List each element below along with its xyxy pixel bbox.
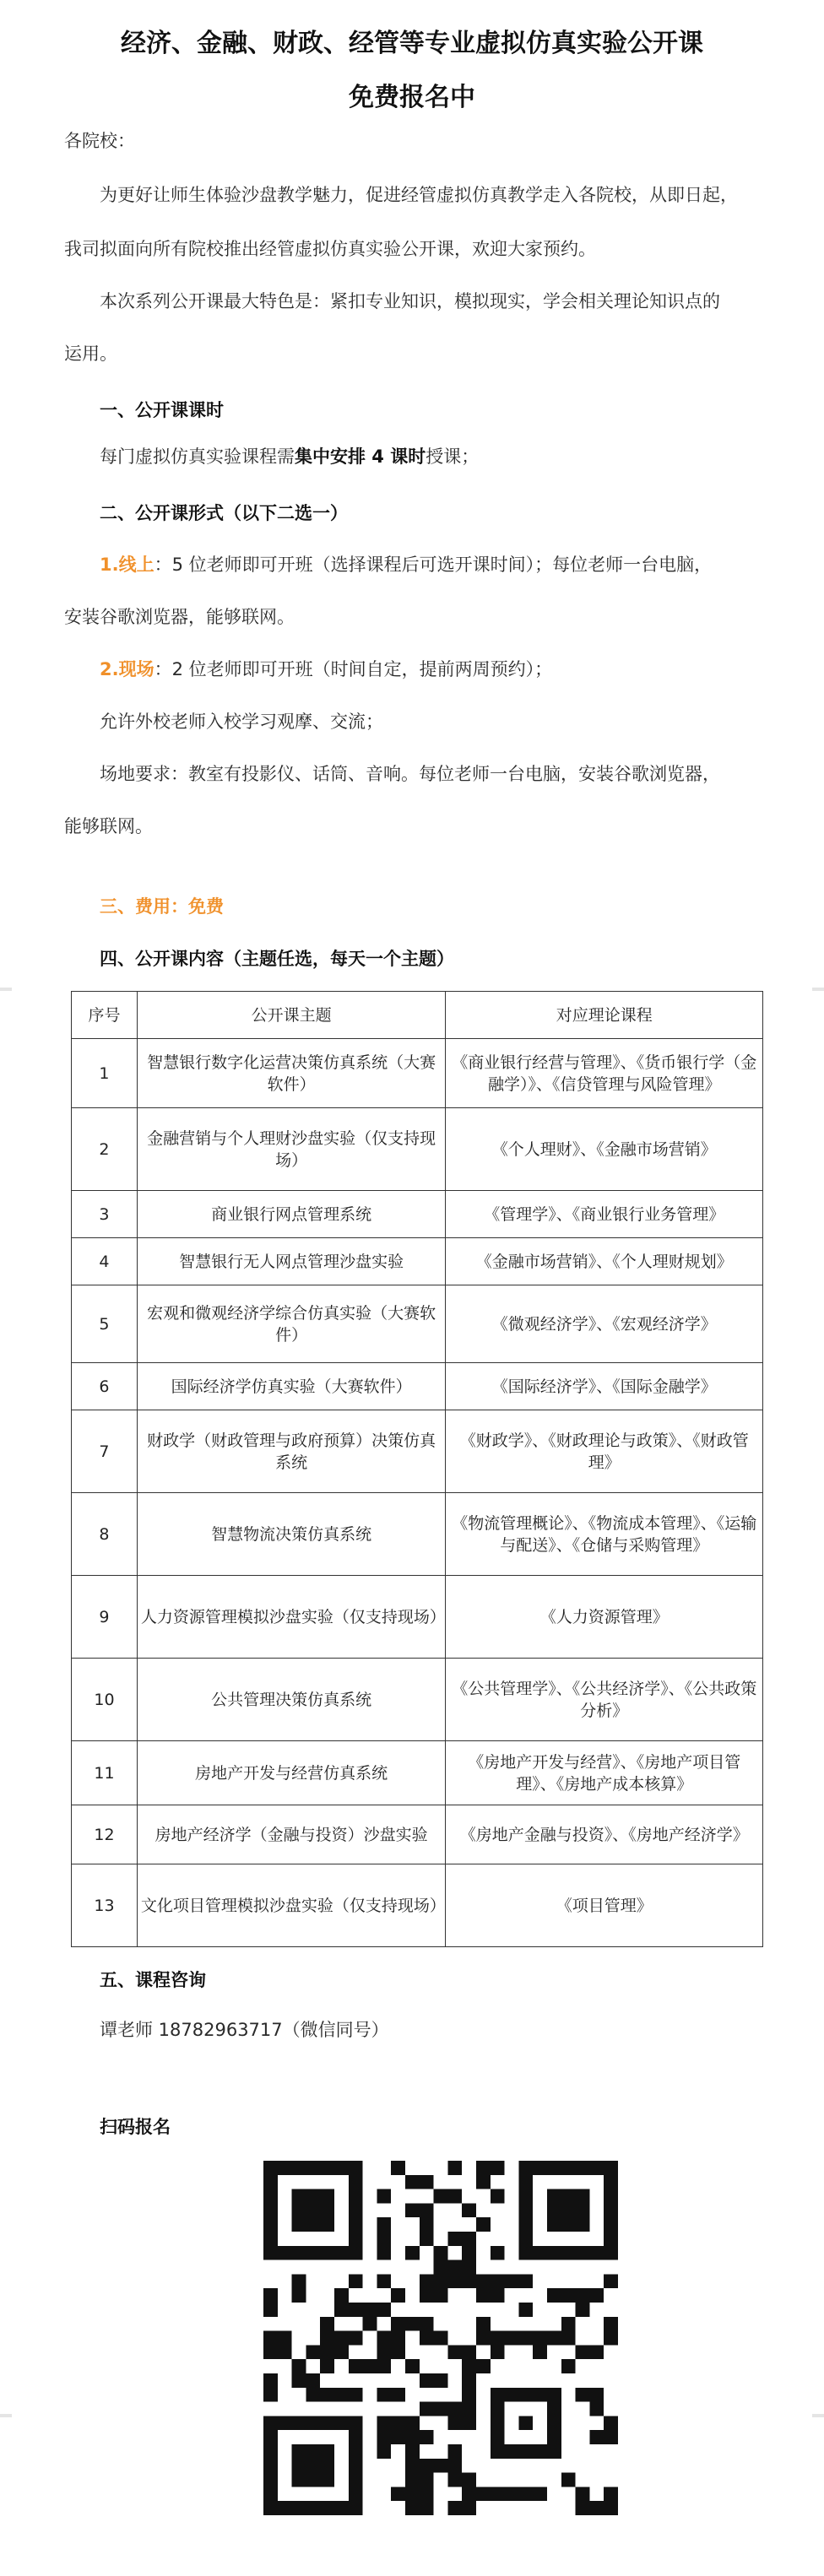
qr-module: [377, 2388, 391, 2402]
qr-module: [462, 2501, 476, 2515]
qr-module: [349, 2331, 363, 2346]
table-cell-course: 《微观经济学》、《宏观经济学》: [446, 1285, 763, 1363]
table-cell-course: 《管理学》、《商业银行业务管理》: [446, 1191, 763, 1238]
qr-module: [349, 2161, 363, 2260]
qr-module: [533, 2331, 547, 2346]
table-cell-topic: 智慧物流决策仿真系统: [137, 1493, 446, 1576]
qr-module: [420, 2501, 434, 2515]
qr-module: [420, 2274, 434, 2288]
qr-module: [491, 2288, 505, 2303]
qr-module: [349, 2303, 363, 2317]
online-text: ：5 位老师即可开班（选择课程后可选开课时间）；每位老师一台电脑，: [154, 555, 713, 575]
qr-module: [349, 2416, 363, 2515]
qr-module: [405, 2203, 420, 2217]
qr-module: [377, 2345, 391, 2359]
qr-module: [420, 2487, 434, 2501]
table-cell-course: 《金融市场营销》、《个人理财规划》: [446, 1238, 763, 1285]
qr-module: [377, 2331, 391, 2346]
intro-para2-line1: 本次系列公开课最大特色是：紧扣专业知识，模拟现实，学会相关理论知识点的: [100, 291, 720, 311]
qr-module: [518, 2274, 533, 2288]
qr-module: [334, 2345, 349, 2359]
qr-module: [377, 2303, 391, 2317]
qr-module: [604, 2501, 618, 2515]
table-cell-index: 7: [72, 1410, 138, 1493]
qr-module: [576, 2345, 590, 2359]
qr-module: [405, 2175, 420, 2189]
qr-module: [377, 2246, 391, 2260]
qr-module: [434, 2402, 448, 2416]
qr-module: [604, 2331, 618, 2346]
qr-module: [263, 2161, 363, 2175]
table-row: [72, 1659, 763, 1741]
qr-module: [391, 2416, 405, 2430]
qr-module: [434, 2260, 448, 2275]
qr-module: [434, 2288, 448, 2303]
qr-module: [447, 2345, 462, 2359]
table-cell-index: 9: [72, 1576, 138, 1659]
table-cell-index: 13: [72, 1864, 138, 1947]
qr-module: [604, 2274, 618, 2288]
qr-module: [292, 2373, 306, 2388]
table-cell-index: 5: [72, 1285, 138, 1363]
qr-module: [263, 2416, 363, 2430]
online-line2: 安装谷歌浏览器，能够联网。: [64, 607, 295, 627]
qr-module: [278, 2345, 292, 2359]
table-row: [72, 1191, 763, 1238]
qr-module: [604, 2416, 618, 2430]
course-table: [71, 991, 763, 1947]
qr-module: [349, 2388, 363, 2402]
qr-module: [377, 2416, 391, 2430]
qr-module: [292, 2189, 334, 2232]
qr-module: [391, 2161, 405, 2175]
qr-module: [491, 2274, 505, 2288]
table-cell-course: 《房地产开发与经营》、《房地产项目管理》、《房地产成本核算》: [446, 1741, 763, 1805]
qr-module: [476, 2288, 491, 2303]
qr-module: [447, 2274, 462, 2288]
table-header-row: [72, 992, 763, 1039]
observe-line: 允许外校老师入校学习观摩、交流；: [100, 712, 383, 732]
table-cell-topic: 宏观和微观经济学综合仿真实验（大赛软件）: [137, 1285, 446, 1363]
qr-module: [604, 2430, 618, 2444]
table-row: [72, 1493, 763, 1576]
qr-module: [576, 2388, 590, 2402]
qr-module: [405, 2473, 420, 2487]
page-subtitle: 免费报名中: [349, 83, 475, 112]
qr-module: [561, 2359, 576, 2373]
table-header-course: 对应理论课程: [446, 992, 763, 1039]
qr-module: [561, 2473, 576, 2487]
qr-module: [263, 2345, 278, 2359]
table-cell-index: 2: [72, 1108, 138, 1191]
qr-module: [434, 2459, 448, 2473]
qr-module: [349, 2274, 363, 2288]
page-title: 经济、金融、财政、经管等专业虚拟仿真实验公开课: [121, 29, 703, 58]
table-cell-course: 《项目管理》: [446, 1864, 763, 1947]
qr-module: [405, 2501, 420, 2515]
qr-module: [491, 2388, 505, 2459]
table-cell-course: 《人力资源管理》: [446, 1576, 763, 1659]
qr-module: [377, 2232, 391, 2246]
qr-module: [263, 2331, 278, 2346]
qr-module: [292, 2288, 306, 2303]
qr-module: [447, 2473, 462, 2487]
table-row: [72, 1108, 763, 1191]
qr-module: [491, 2246, 505, 2260]
table-cell-course: 《房地产金融与投资》、《房地产经济学》: [446, 1805, 763, 1864]
qr-module: [447, 2232, 462, 2246]
qr-module: [278, 2331, 292, 2346]
qr-module: [547, 2288, 561, 2303]
qr-module: [518, 2416, 533, 2430]
qr-module: [377, 2444, 391, 2459]
table-cell-index: 3: [72, 1191, 138, 1238]
qr-module: [462, 2246, 476, 2260]
qr-module: [462, 2260, 476, 2275]
qr-module: [518, 2331, 533, 2346]
qr-module: [491, 2345, 505, 2359]
qr-module: [263, 2388, 278, 2402]
qr-module: [561, 2317, 576, 2331]
qr-module: [589, 2288, 604, 2303]
intro-para1-line1: 为更好让师生体验沙盘教学魅力，促进经管虚拟仿真教学走入各院校，从即日起，: [100, 185, 738, 205]
qr-module: [447, 2501, 462, 2515]
qr-module: [547, 2331, 561, 2346]
qr-module: [377, 2274, 391, 2288]
table-cell-course: 《国际经济学》、《国际金融学》: [446, 1363, 763, 1410]
qr-module: [263, 2501, 363, 2515]
qr-module: [434, 2373, 448, 2388]
signup-label: 扫码报名: [100, 2117, 171, 2137]
qr-module: [391, 2317, 405, 2331]
intro-para2-line2: 运用。: [64, 344, 117, 364]
venue-line2: 能够联网。: [64, 816, 153, 836]
qr-module: [447, 2402, 462, 2416]
qr-module: [420, 2203, 434, 2217]
table-cell-course: 《财政学》、《财政理论与政策》、《财政管理》: [446, 1410, 763, 1493]
qr-module: [476, 2317, 491, 2331]
venue-line1: 场地要求：教室有投影仪、话筒、音响。每位老师一台电脑，安装谷歌浏览器，: [100, 764, 720, 784]
qr-module: [604, 2487, 618, 2501]
qr-module: [476, 2161, 491, 2175]
qr-module: [533, 2345, 547, 2359]
table-cell-course: 《公共管理学》、《公共经济学》、《公共政策分析》: [446, 1659, 763, 1741]
qr-module: [533, 2487, 547, 2501]
table-cell-course: 《商业银行经营与管理》、《货币银行学（金融学）》、《信贷管理与风险管理》: [446, 1039, 763, 1108]
qr-module: [292, 2359, 306, 2373]
qr-module: [447, 2444, 462, 2459]
section4-heading: 四、公开课内容（主题任选，每天一个主题）: [100, 949, 454, 969]
table-row: [72, 1741, 763, 1805]
qr-module: [505, 2331, 519, 2346]
qr-module: [604, 2317, 618, 2331]
qr-module: [420, 2175, 434, 2189]
onsite-text: ：2 位老师即可开班（时间自定，提前两周预约）；: [154, 659, 553, 679]
qr-module: [263, 2161, 278, 2260]
qr-module: [476, 2359, 491, 2373]
qr-module: [306, 2345, 320, 2359]
qr-module: [462, 2402, 476, 2416]
qr-module: [377, 2189, 391, 2204]
qr-module: [306, 2388, 320, 2402]
table-cell-index: 6: [72, 1363, 138, 1410]
section5-heading: 五、课程咨询: [100, 1970, 206, 1990]
qr-module: [434, 2274, 448, 2288]
qr-module: [292, 2274, 306, 2288]
table-cell-topic: 房地产开发与经营仿真系统: [137, 1741, 446, 1805]
qr-module: [320, 2331, 334, 2346]
qr-module: [518, 2246, 618, 2260]
qr-module: [518, 2161, 533, 2260]
table-row: [72, 1285, 763, 1363]
qr-module: [420, 2430, 434, 2444]
qr-module: [462, 2359, 476, 2373]
qr-module: [363, 2317, 377, 2331]
table-cell-course: 《物流管理概论》、《物流成本管理》、《运输与配送》、《仓储与采购管理》: [446, 1493, 763, 1576]
qr-module: [462, 2416, 476, 2430]
table-header-index: 序号: [72, 992, 138, 1039]
section1-heading: 一、公开课课时: [100, 400, 224, 420]
table-row: [72, 1363, 763, 1410]
qr-module: [589, 2345, 604, 2359]
qr-module: [491, 2487, 505, 2501]
qr-module: [434, 2331, 448, 2346]
qr-module: [476, 2487, 491, 2501]
qr-module: [420, 2373, 434, 2388]
qr-module: [434, 2246, 448, 2260]
qr-module: [391, 2430, 405, 2444]
section3-heading: 三、费用：免费: [100, 896, 224, 917]
table-row: [72, 1238, 763, 1285]
qr-module: [334, 2331, 349, 2346]
qr-module: [462, 2388, 476, 2402]
qr-module: [405, 2246, 420, 2260]
qr-module: [589, 2388, 604, 2402]
qr-module: [363, 2303, 377, 2317]
qr-module: [491, 2161, 505, 2175]
qr-module: [263, 2288, 278, 2303]
qr-module: [576, 2288, 590, 2303]
qr-module: [420, 2331, 434, 2346]
table-cell-topic: 房地产经济学（金融与投资）沙盘实验: [137, 1805, 446, 1864]
table-cell-topic: 文化项目管理模拟沙盘实验（仅支持现场）: [137, 1864, 446, 1947]
qr-module: [491, 2331, 505, 2346]
table-cell-topic: 金融营销与个人理财沙盘实验（仅支持现场）: [137, 1108, 446, 1191]
qr-module: [292, 2444, 334, 2487]
table-cell-topic: 商业银行网点管理系统: [137, 1191, 446, 1238]
qr-module: [561, 2288, 576, 2303]
qr-module: [476, 2175, 491, 2189]
qr-module: [405, 2416, 420, 2430]
contact-line: 谭老师 18782963717（微信同号）: [100, 2020, 389, 2040]
qr-module: [462, 2203, 476, 2217]
section2-heading: 二、公开课形式（以下二选一）: [100, 503, 348, 523]
qr-module: [604, 2161, 618, 2260]
qr-module: [547, 2189, 589, 2232]
qr-module: [363, 2359, 377, 2373]
table-cell-topic: 智慧银行无人网点管理沙盘实验: [137, 1238, 446, 1285]
qr-module: [420, 2402, 434, 2416]
section1-text: [100, 442, 775, 471]
qr-module: [405, 2359, 420, 2373]
table-cell-index: 10: [72, 1659, 138, 1741]
qr-module: [420, 2459, 434, 2473]
table-row: [72, 1039, 763, 1108]
edge-mark: [812, 988, 824, 991]
qr-module: [447, 2260, 462, 2275]
qr-module: [462, 2232, 476, 2246]
qr-module: [320, 2317, 334, 2331]
qr-module: [462, 2373, 476, 2388]
table-row: [72, 1410, 763, 1493]
onsite-label: 2.现场: [100, 659, 154, 679]
qr-module: [391, 2388, 405, 2402]
table-cell-topic: 公共管理决策仿真系统: [137, 1659, 446, 1741]
qr-module: [377, 2430, 391, 2444]
qr-module: [263, 2246, 363, 2260]
qr-module: [391, 2345, 405, 2359]
table-cell-index: 1: [72, 1039, 138, 1108]
qr-module: [589, 2430, 604, 2444]
qr-module: [391, 2487, 405, 2501]
qr-module: [320, 2345, 334, 2359]
qr-module: [476, 2331, 491, 2346]
table-cell-topic: 智慧银行数字化运营决策仿真系统（大赛软件）: [137, 1039, 446, 1108]
salutation: 各院校：: [64, 131, 135, 151]
qr-module: [462, 2274, 476, 2288]
qr-module: [505, 2487, 519, 2501]
table-header-topic: 公开课主题: [137, 992, 446, 1039]
qr-module: [263, 2416, 278, 2515]
qr-module: [476, 2274, 491, 2288]
qr-module: [420, 2473, 434, 2487]
signup-qr-code[interactable]: [263, 2161, 618, 2515]
onsite-line: [100, 655, 775, 684]
section1-text-post: 授课；: [426, 446, 480, 467]
qr-module: [405, 2444, 420, 2459]
qr-module: [405, 2459, 420, 2473]
qr-module: [334, 2388, 349, 2402]
table-row: [72, 1576, 763, 1659]
qr-module: [447, 2416, 462, 2430]
qr-module: [447, 2189, 462, 2204]
qr-module: [377, 2217, 391, 2232]
qr-module: [263, 2373, 278, 2388]
qr-module: [462, 2345, 476, 2359]
qr-module: [561, 2331, 576, 2346]
qr-module: [420, 2288, 434, 2303]
table-row: [72, 1864, 763, 1947]
qr-module: [391, 2288, 405, 2303]
table-cell-course: 《个人理财》、《金融市场营销》: [446, 1108, 763, 1191]
qr-module: [505, 2274, 519, 2288]
table-cell-topic: 国际经济学仿真实验（大赛软件）: [137, 1363, 446, 1410]
qr-module: [547, 2388, 561, 2459]
qr-module: [263, 2303, 278, 2317]
qr-module: [334, 2303, 349, 2317]
qr-code-icon: [263, 2161, 618, 2515]
qr-module: [518, 2487, 533, 2501]
table-cell-index: 12: [72, 1805, 138, 1864]
qr-module: [447, 2459, 462, 2473]
qr-module: [576, 2487, 590, 2501]
qr-module: [420, 2317, 434, 2331]
table-cell-index: 4: [72, 1238, 138, 1285]
qr-module: [462, 2487, 476, 2501]
qr-module: [405, 2317, 420, 2331]
qr-module: [420, 2217, 434, 2232]
qr-module: [462, 2473, 476, 2487]
qr-module: [518, 2161, 618, 2175]
qr-module: [589, 2501, 604, 2515]
edge-mark: [0, 988, 12, 991]
online-line1: [100, 550, 775, 579]
qr-module: [377, 2359, 391, 2373]
qr-module: [447, 2161, 462, 2175]
edge-mark: [0, 2414, 12, 2417]
qr-module: [576, 2303, 590, 2317]
qr-module: [405, 2487, 420, 2501]
qr-module: [576, 2501, 590, 2515]
qr-module: [434, 2189, 448, 2204]
section1-text-bold: 集中安排 4 课时: [295, 446, 426, 467]
qr-module: [320, 2388, 334, 2402]
online-label: 1.线上: [100, 555, 154, 575]
qr-module: [349, 2359, 363, 2373]
table-cell-index: 11: [72, 1741, 138, 1805]
qr-module: [589, 2402, 604, 2416]
qr-module: [320, 2359, 334, 2373]
qr-module: [476, 2217, 491, 2232]
qr-module: [306, 2373, 320, 2388]
table-cell-index: 8: [72, 1493, 138, 1576]
table-row: [72, 1805, 763, 1864]
table-cell-topic: 人力资源管理模拟沙盘实验（仅支持现场）: [137, 1576, 446, 1659]
qr-module: [391, 2331, 405, 2346]
qr-module: [334, 2288, 349, 2303]
section1-text-pre: 每门虚拟仿真实验课程需: [100, 446, 295, 467]
qr-module: [491, 2189, 505, 2204]
table-cell-topic: 财政学（财政管理与政府预算）决策仿真系统: [137, 1410, 446, 1493]
qr-module: [420, 2232, 434, 2246]
edge-mark: [812, 2414, 824, 2417]
qr-module: [405, 2430, 420, 2444]
qr-module: [518, 2303, 533, 2317]
intro-para1-line2: 我司拟面向所有院校推出经管虚拟仿真实验公开课，欢迎大家预约。: [64, 239, 596, 259]
